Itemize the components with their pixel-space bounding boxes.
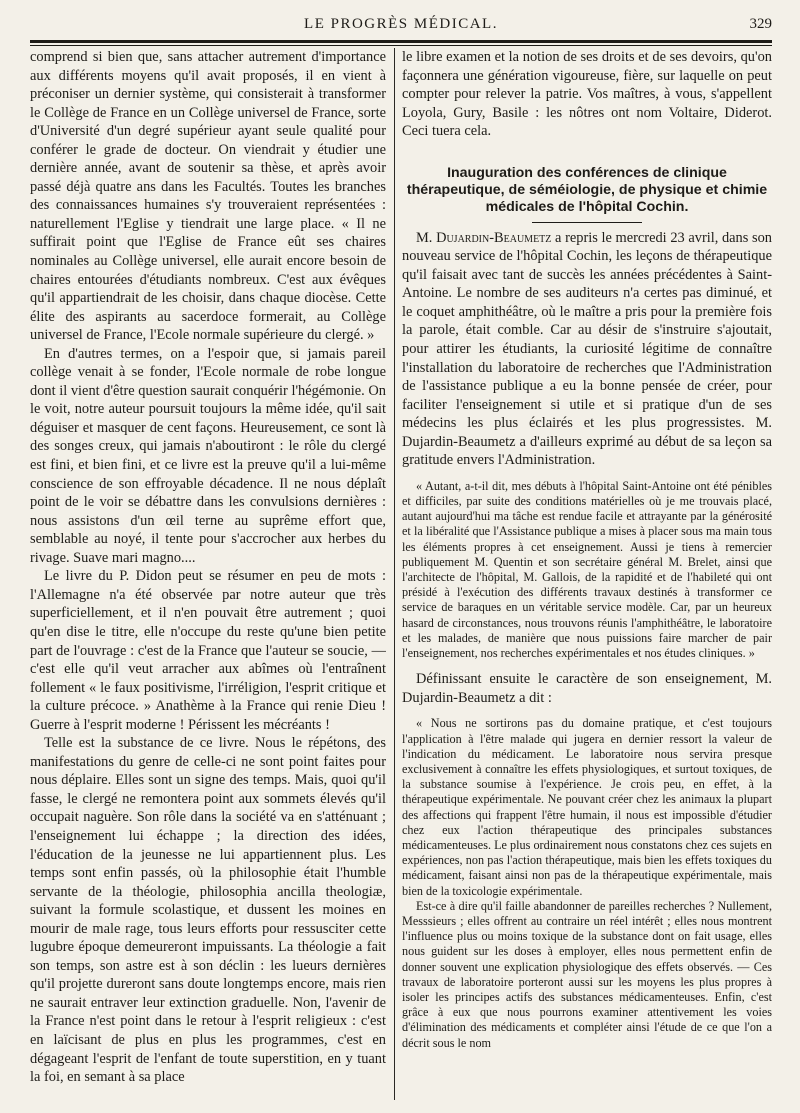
paragraph: comprend si bien que, sans attacher autrement d'importance aux différents moyens qu'il avait proposés, il en vient à préconiser un dernier système, qui consisterait à transformer le Collège de France en un Collège universel de France, sorte d'Université d'un degré supérieur ayant seule qualité pour conférer le grade de docteur. On viendrait y étudier une dernière année, avant de soutenir sa thèse, et après avoir passé déjà quatre ans dans les Facultés. Toutes les branches des connaissances humaines s'y trouveraient représentées : naturellement l'Eglise y tiendrait une large place. « Il ne suffirait point que l'Eglise de France eût ses chaires nominales au Collège universel, elle aurait encore besoin de chaires entourées d'étudiants nombreux. C'est aux évêques qu'il appartiendrait de les choisir, dans chaque diocèse. Cette élite des aspirants au sacerdoce formerait, au Collège universel de France, l'Ecole normale supérieure du clergé. » xyxy=(30,49,386,344)
quote-block: Est-ce à dire qu'il faille abandonner de pareilles recherches ? Nullement, Messsieurs ; elles offrent au contraire un réel intérêt ; elles nous montrent l'influence plus ou moins toxique de la substance dont on fait usage, elles nous guident sur les doses à employer, elles nous permettent enfin de donner souvent une explication physiologique des effets observés. — Ces travaux de laboratoire porteront aussi sur les moyens les plus propres à isoler les principes actifs des substances médicamenteuses. Enfin, c'est grâce à eux que nous pourrons examiner attentivement les voies d'élimination des médicaments et compléter ainsi l'étude de ce que l'on a décrit sous le nom xyxy=(402,898,772,1050)
section-title: Inauguration des conférences de clinique thérapeutique, de séméiologie, de physique et chimie médicales de l'hôpital Cochin. xyxy=(406,164,768,215)
paragraph: Le livre du P. Didon peut se résumer en peu de mots : l'Allemagne n'a été observée par notre auteur que très superficiellement, et il n'en pouvait être autrement ; quoi qu'en dise le titre, elle n'occupe du reste qu'une bien petite part de l'ouvrage : c'est de la France que l'auteur se soucie, — c'est elle qu'il veut arracher aux abîmes où l'entraînent follement « le faux positivisme, l'irréligion, l'esprit critique et la culture précoce. » Anathème à la France qui renie Dieu ! Guerre à l'esprit moderne ! Périssent les mécréants ! xyxy=(30,568,386,733)
column-divider xyxy=(394,48,395,1100)
intro-m: M. xyxy=(416,229,433,246)
page-number: 329 xyxy=(749,16,772,32)
header-rule-thick xyxy=(30,40,772,43)
running-title: LE PROGRÈS MÉDICAL. xyxy=(304,16,498,32)
intro-rest: a repris le mercredi 23 avril, dans son nouveau service de l'hôpital Cochin, les leçons de thérapeutique qu'il faisait avec tant de succès les années précédentes à Saint-Antoine. Le nombre de ses auditeurs n'a certes pas diminué, et le coquet amphithéâtre, où le maître a pris pour la première fois la parole, était comble. Car au désir de s'instruire s'ajoutait, pour attirer les étudiants, la curiosité légitime de connaître l'installation du laboratoire de recherches que l'Administration de l'assistance publique a eu la bonne pensée de créer, pour faciliter l'enseignement si utile et si pratique d'un de ses médecins les plus éclairés et les plus progressistes. M. Dujardin-Beaumetz a d'ailleurs exprimé au début de sa leçon sa gratitude envers l'Administration. xyxy=(402,229,772,469)
paragraph-intro xyxy=(402,229,772,470)
page-header xyxy=(30,14,772,36)
paragraph: Telle est la substance de ce livre. Nous le répétons, des manifestations du genre de celle-ci ne sont point faites pour nous déplaire. Elles sont un signe des temps. Mais, quoi qu'il fasse, le clergé ne remontera point aux sommets élevés qu'il occupait naguère. Son rôle dans la société va en s'atténuant ; l'enseignement lui échappe ; la direction des idées, l'éducation de la jeunesse ne lui appartiennent plus. Les temps sont enfin passés, où la philosophie était l'humble servante de la théologie, philosophia ancilla theologiæ, suivant la formule scolastique, et dussent les moines en mourir de male rage, tous leurs efforts pour ressusciter cette lugubre époque demeureront impuissants. La théologie a fait son temps, son astre est à son déclin : les lueurs dernières qu'il projette dureront sans doute longtemps encore, mais rien ne saurait entraver leur extinction graduelle. Non, l'avenir de la France n'est point dans le retour à l'esprit religieux : c'est en laïcisant de plus en plus les programmes, c'est en dégageant l'esprit de l'enfant de toute superstition, en y tuant la foi, en semant à sa place xyxy=(30,735,386,1086)
header-rule-thin xyxy=(30,45,772,46)
paragraph: En d'autres termes, on a l'espoir que, si jamais pareil collège venait à se fonder, l'Ecole normale de robe longue dont il vient d'être question saurait conquérir l'hégémonie. On le voit, notre auteur poursuit toujours la même idée, qu'il sait déguiser et masquer de cent façons. Heureusement, ce sont là des songes creux, qui jamais n'aboutiront : le rôle du clergé est fini, et bien fini, et ce livre est la preuve qu'il a lui-même conscience de son effroyable décadence. Il ne nous déplaît point de le voir se débattre dans les convulsions dernières : nous assistons d'un œil terne au suprême effort que, semblable au noyé, il tente pour s'accrocher aux herbes du rivage. Suave mari magno.... xyxy=(30,345,386,566)
quote-block: « Nous ne sortirons pas du domaine pratique, et c'est toujours l'application à l'être malade qui jugera en dernier ressort la valeur de l'indication du médicament. Le laboratoire nous servira presque exclusivement à connaître les effets physiologiques, et surtout toxiques, de la substance soumise à l'expérience. Je crois peu, en effet, à la thérapeutique expérimentale. Ne pouvant créer chez les animaux la plupart des affections qui frappent l'être humain, il nous est impossible d'étudier chez eux l'action thérapeutique des principales substances médicamenteuses. Le plus ordinairement nous constatons chez ces sujets en expériences, non pas l'action thérapeutique, mais bien les effets toxiques du médicament, faisant ainsi non pas de la thérapeutique expérimentale, mais bien de la toxicologie expérimentale. xyxy=(402,716,772,898)
paragraph: Définissant ensuite le caractère de son enseignement, M. Dujardin-Beaumetz a dit : xyxy=(402,671,772,706)
section-rule xyxy=(532,222,642,223)
quote-block: « Autant, a-t-il dit, mes débuts à l'hôpital Saint-Antoine ont été pénibles et difficiles, par suite des conditions matérielles où je me trouvais placé, autant aujourd'hui ma tâche est rendue facile et attrayante par la générosité et la libéralité que l'Assistance publique a mises à placer sous ma main tous les éléments propres à cet enseignement. Aussi je tiens à remercier publiquement M. Quentin et son secrétaire général M. Brelet, ainsi que l'architecte de l'hôpital, M. Gallois, de la rapidité et de l'habileté qui ont présidé à l'exécution des différents travaux destinés à transformer ce service de baraques en un véritable service modèle. Car, par un heureux hasard de circonstances, nous trouvons réunis l'amphithéâtre, le laboratoire et les malades, de manière que nous puissions faire marcher de pair l'enseignement, nos recherches expérimentales et nos études cliniques. » xyxy=(402,478,772,661)
author-name: Dujardin-Beaumetz xyxy=(436,229,552,246)
right-column xyxy=(402,48,772,1100)
paragraph: le libre examen et la notion de ses droits et de ses devoirs, qu'on façonnera une génération vigoureuse, fière, sur laquelle on peut compter pour relever la patrie. Vos maîtres, à vous, s'appellent Loyola, Gury, Basile : les nôtres ont nom Voltaire, Diderot. Ceci tuera cela. xyxy=(402,49,772,140)
left-column xyxy=(30,48,386,1100)
